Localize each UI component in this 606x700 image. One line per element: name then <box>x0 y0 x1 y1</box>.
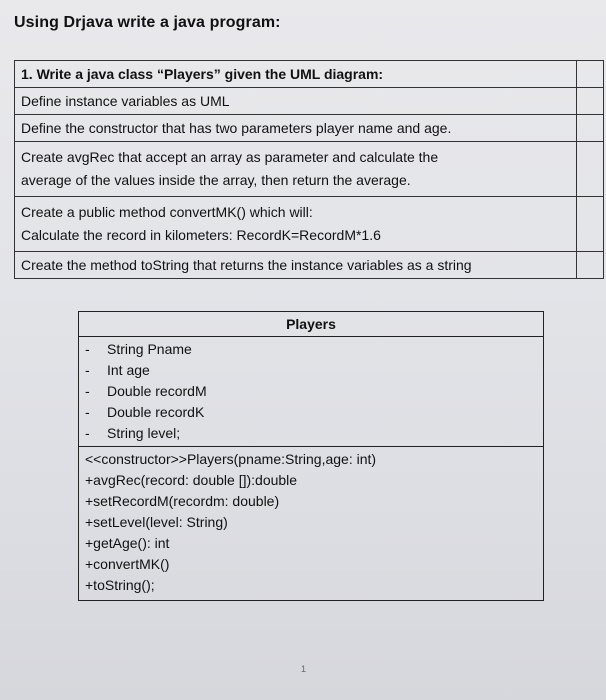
empty-cell <box>577 88 604 115</box>
empty-cell <box>577 115 604 142</box>
uml-method: +setLevel(level: String) <box>85 514 228 530</box>
attribute-text: Int age <box>107 362 150 378</box>
attribute-text: String Pname <box>107 341 192 357</box>
uml-attributes <box>79 337 543 447</box>
private-marker: - <box>85 362 90 378</box>
private-marker: - <box>85 425 90 441</box>
requirement-cell: 1. Write a java class “Players” given the UML diagram: <box>15 61 577 88</box>
private-marker: - <box>85 383 90 399</box>
page-number: 1 <box>301 664 307 674</box>
uml-method: <<constructor>>Players(pname:String,age: int) <box>85 451 377 467</box>
uml-attribute <box>85 339 543 360</box>
uml-attribute <box>85 381 543 402</box>
uml-class-diagram <box>78 311 544 601</box>
requirement-cell: Define the constructor that has two parameters player name and age. <box>15 115 577 142</box>
empty-cell <box>577 142 604 197</box>
uml-method: +setRecordM(recordm: double) <box>85 493 280 509</box>
requirement-line: Create avgRec that accept an array as parameter and calculate the <box>21 149 439 165</box>
requirement-row <box>15 252 604 279</box>
private-marker: - <box>85 404 90 420</box>
requirement-cell: Define instance variables as UML <box>15 88 577 115</box>
uml-methods <box>79 447 543 600</box>
requirement-cell <box>15 142 577 197</box>
uml-attribute <box>85 402 543 423</box>
uml-method: +getAge(): int <box>85 535 170 551</box>
uml-method: +toString(); <box>85 577 155 593</box>
uml-attribute <box>85 423 543 444</box>
page-heading: Using Drjava write a java program: <box>14 14 281 31</box>
empty-cell <box>577 197 604 252</box>
requirements-table <box>14 60 604 279</box>
empty-cell <box>577 252 604 279</box>
private-marker: - <box>85 341 90 357</box>
requirement-row <box>15 142 604 197</box>
uml-method: +convertMK() <box>85 556 170 572</box>
attribute-text: String level; <box>107 425 181 441</box>
requirement-line: average of the values inside the array, then return the average. <box>21 172 411 188</box>
requirement-cell: Create the method toString that returns the instance variables as a string <box>15 252 577 279</box>
requirement-row <box>15 115 604 142</box>
requirement-line: Create a public method convertMK() which will: <box>21 204 313 220</box>
uml-method: +avgRec(record: double []):double <box>85 472 298 488</box>
requirement-line: Calculate the record in kilometers: RecordK=RecordM*1.6 <box>21 227 381 243</box>
requirement-cell <box>15 197 577 252</box>
empty-cell <box>577 61 604 88</box>
requirement-row <box>15 61 604 88</box>
attribute-text: Double recordM <box>107 383 207 399</box>
uml-attribute <box>85 360 543 381</box>
requirement-row <box>15 197 604 252</box>
attribute-text: Double recordK <box>107 404 205 420</box>
requirement-row <box>15 88 604 115</box>
uml-class-name: Players <box>79 312 543 337</box>
